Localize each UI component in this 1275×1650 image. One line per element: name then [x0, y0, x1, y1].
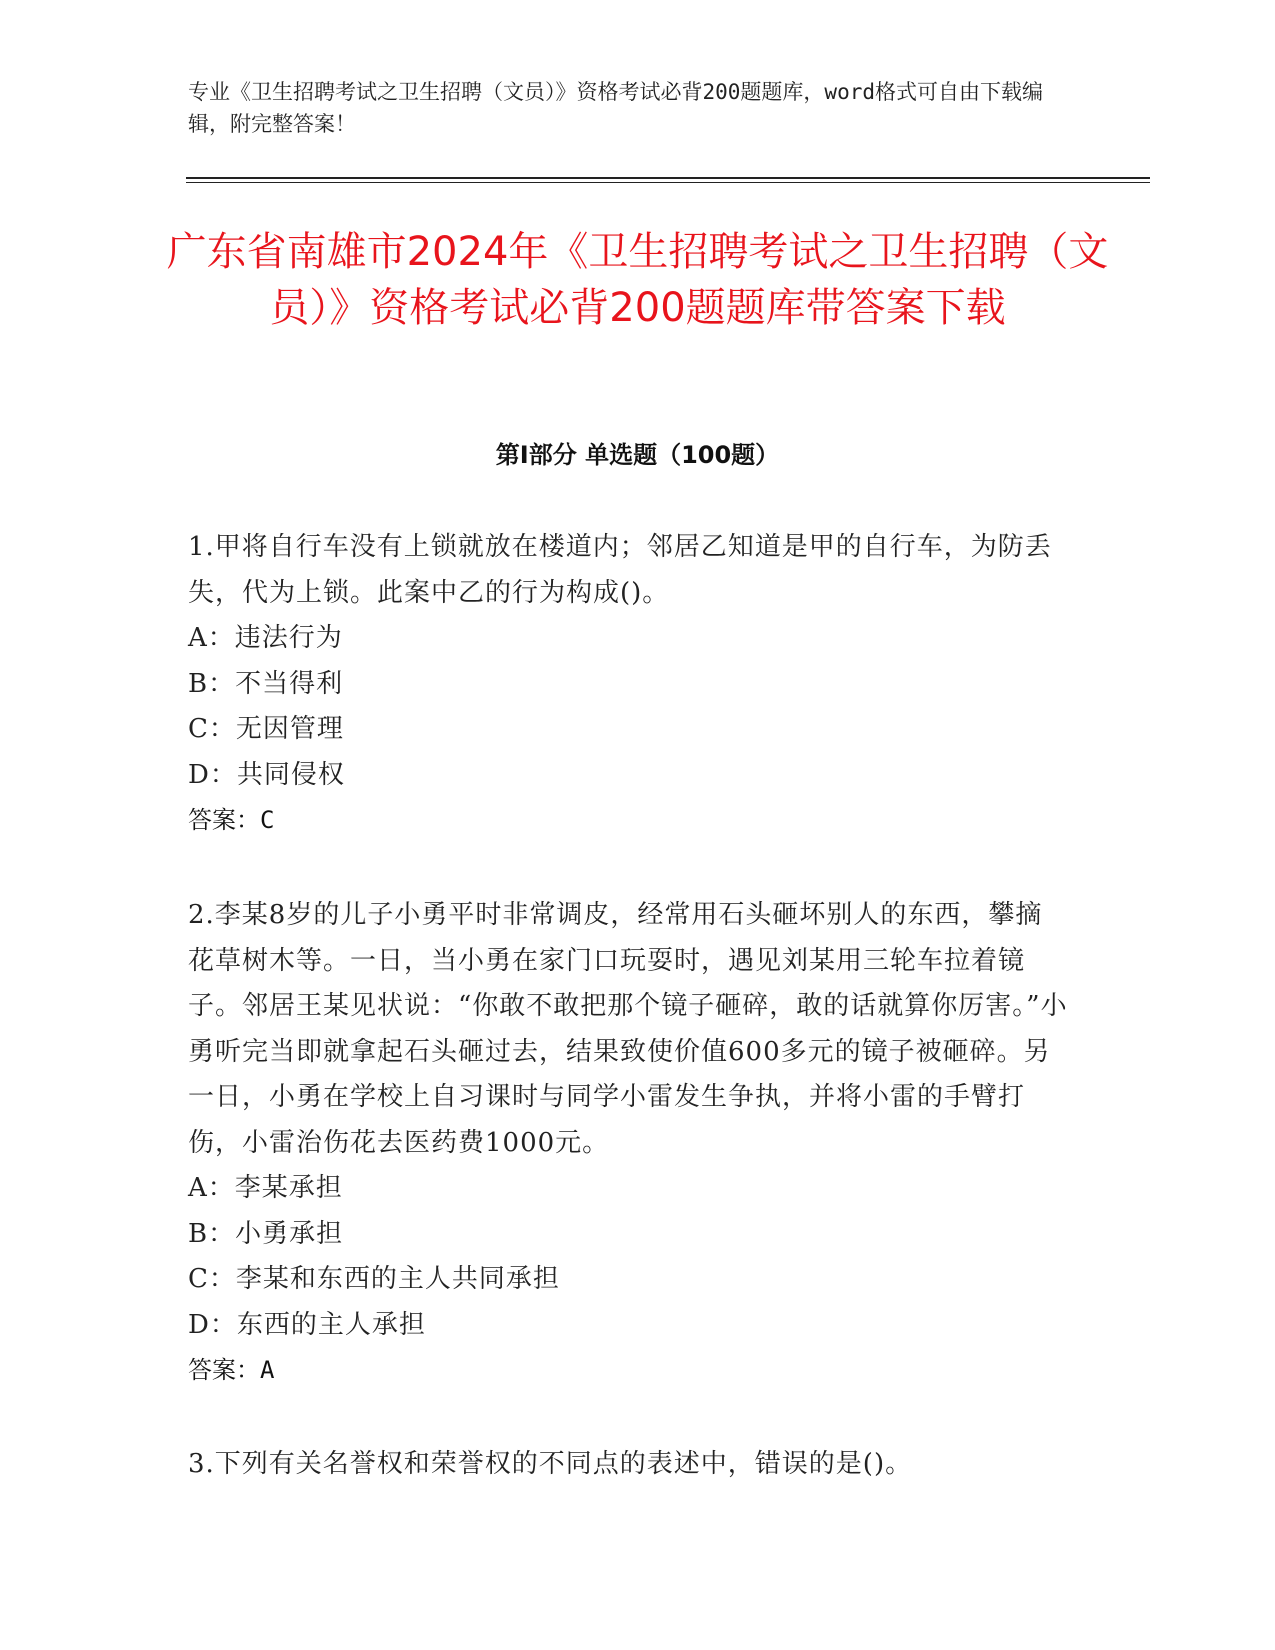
section-title: 第I部分 单选题（100题）	[495, 441, 780, 469]
question-stem: 2.李某8岁的儿子小勇平时非常调皮，经常用石头砸坏别人的东西，攀摘花草树木等。一日，当小勇在家门口玩耍时，遇见刘某用三轮车拉着镜子。邻居王某见状说：“你敢不敢把那个镜子砸碎，敢的话就算你厉害。”小勇听完当即就拿起石头砸过去，结果致使价值600多元的镜子被砸碎。另一日，小勇在学校上自习课时与同学小雷发生争执，并将小雷的手臂打伤，小雷治伤花去医药费1000元。	[188, 900, 1068, 1158]
question-stem: 1.甲将自行车没有上锁就放在楼道内；邻居乙知道是甲的自行车，为防丢失，代为上锁。此案中乙的行为构成()。	[188, 532, 1052, 608]
answer-line	[188, 1348, 1068, 1394]
question-1	[188, 525, 1068, 844]
question-3	[188, 1442, 1068, 1488]
option-d: D：东西的主人承担	[188, 1309, 426, 1340]
question-2	[188, 893, 1068, 1394]
option-a: A：李某承担	[188, 1173, 343, 1203]
option-c: C：李某和东西的主人共同承担	[188, 1264, 560, 1294]
answer-value: C	[260, 806, 275, 834]
header-divider-thick	[186, 177, 1150, 179]
answer-label: 答案：	[188, 1356, 260, 1384]
option-b: B：不当得利	[188, 668, 344, 699]
option-c: C：无因管理	[188, 714, 344, 744]
answer-value: A	[260, 1356, 275, 1384]
document-title: 广东省南雄市2024年《卫生招聘考试之卫生招聘（文员）》资格考试必背200题题库带答案下载	[166, 229, 1109, 331]
question-stem: 3.下列有关名誉权和荣誉权的不同点的表述中，错误的是()。	[188, 1449, 913, 1479]
option-b: B：小勇承担	[188, 1218, 344, 1249]
answer-label: 答案：	[188, 806, 260, 834]
answer-line	[188, 798, 1068, 844]
header-note: 专业《卫生招聘考试之卫生招聘（文员）》资格考试必背200题题库，word格式可自由下载编辑，附完整答案！	[188, 80, 1043, 136]
option-d: D：共同侵权	[188, 759, 345, 790]
option-a: A：违法行为	[188, 623, 343, 653]
header-divider-thin	[186, 182, 1150, 183]
